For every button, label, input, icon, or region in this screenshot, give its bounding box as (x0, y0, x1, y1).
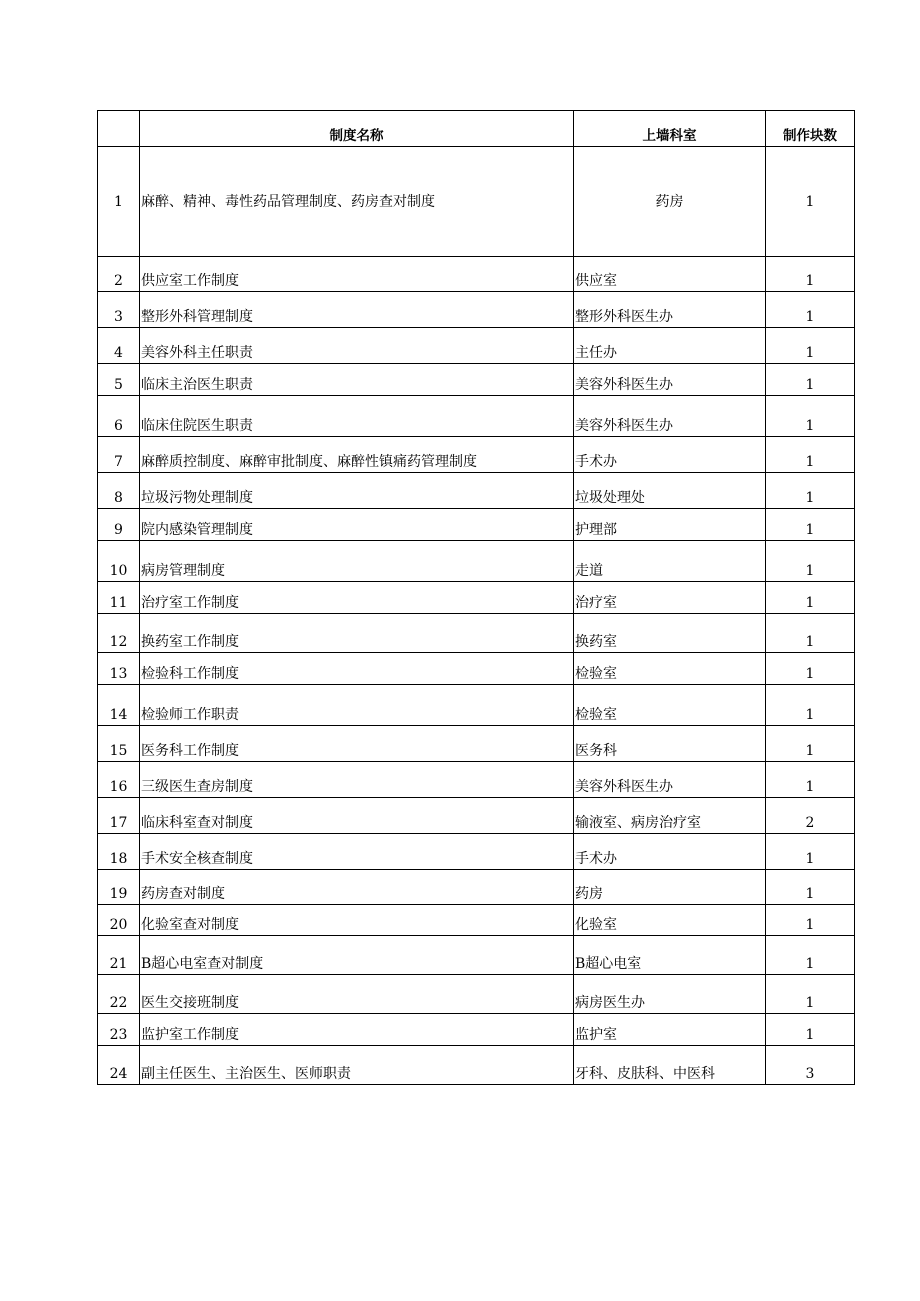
board-count: 1 (766, 292, 855, 328)
board-count: 1 (766, 905, 855, 936)
board-count: 1 (766, 726, 855, 762)
row-number: 8 (98, 473, 140, 509)
board-count: 2 (766, 798, 855, 834)
department-name: 换药室 (574, 614, 766, 653)
regulation-name: 副主任医生、主治医生、医师职责 (140, 1046, 574, 1085)
regulation-name: 医生交接班制度 (140, 975, 574, 1014)
regulation-name: 手术安全核查制度 (140, 834, 574, 870)
department-name: 化验室 (574, 905, 766, 936)
row-number: 1 (98, 147, 140, 257)
regulation-name: 整形外科管理制度 (140, 292, 574, 328)
board-count: 1 (766, 685, 855, 726)
table-row (98, 396, 855, 437)
row-number: 21 (98, 936, 140, 975)
department-name: 护理部 (574, 509, 766, 541)
regulations-table (97, 110, 855, 1085)
department-name: 走道 (574, 541, 766, 582)
board-count: 1 (766, 975, 855, 1014)
table-row (98, 582, 855, 614)
table-row (98, 1014, 855, 1046)
department-name: 整形外科医生办 (574, 292, 766, 328)
table-row (98, 509, 855, 541)
board-count: 1 (766, 257, 855, 292)
table-row (98, 653, 855, 685)
department-name: 手术办 (574, 834, 766, 870)
row-number: 22 (98, 975, 140, 1014)
regulation-name: 监护室工作制度 (140, 1014, 574, 1046)
table-row (98, 905, 855, 936)
row-number: 13 (98, 653, 140, 685)
board-count: 1 (766, 653, 855, 685)
table-row (98, 936, 855, 975)
header-number (98, 111, 140, 147)
regulation-name: 供应室工作制度 (140, 257, 574, 292)
table-row (98, 147, 855, 257)
row-number: 17 (98, 798, 140, 834)
department-name: 手术办 (574, 437, 766, 473)
header-count: 制作块数 (766, 111, 855, 147)
row-number: 7 (98, 437, 140, 473)
table-row (98, 364, 855, 396)
regulation-name: 临床主治医生职责 (140, 364, 574, 396)
row-number: 14 (98, 685, 140, 726)
department-name: 主任办 (574, 328, 766, 364)
department-name: 病房医生办 (574, 975, 766, 1014)
row-number: 18 (98, 834, 140, 870)
table-row (98, 473, 855, 509)
header-department: 上墙科室 (574, 111, 766, 147)
department-name: 美容外科医生办 (574, 396, 766, 437)
row-number: 15 (98, 726, 140, 762)
department-name: 检验室 (574, 685, 766, 726)
regulation-name: 检验科工作制度 (140, 653, 574, 685)
board-count: 1 (766, 834, 855, 870)
regulation-name: 麻醉、精神、毒性药品管理制度、药房查对制度 (140, 147, 574, 257)
department-name: 监护室 (574, 1014, 766, 1046)
department-name: 美容外科医生办 (574, 364, 766, 396)
row-number: 3 (98, 292, 140, 328)
department-name: 医务科 (574, 726, 766, 762)
regulation-name: 美容外科主任职责 (140, 328, 574, 364)
regulation-name: 临床住院医生职责 (140, 396, 574, 437)
regulation-name: 换药室工作制度 (140, 614, 574, 653)
board-count: 1 (766, 870, 855, 905)
regulation-name: 医务科工作制度 (140, 726, 574, 762)
table-row (98, 870, 855, 905)
board-count: 1 (766, 364, 855, 396)
table-row (98, 257, 855, 292)
regulation-name: 临床科室查对制度 (140, 798, 574, 834)
board-count: 1 (766, 437, 855, 473)
row-number: 2 (98, 257, 140, 292)
row-number: 6 (98, 396, 140, 437)
table-row (98, 975, 855, 1014)
table-row (98, 1046, 855, 1085)
board-count: 1 (766, 509, 855, 541)
department-name: 美容外科医生办 (574, 762, 766, 798)
regulation-name: B超心电室查对制度 (140, 936, 574, 975)
department-name: 检验室 (574, 653, 766, 685)
regulation-name: 化验室查对制度 (140, 905, 574, 936)
header-row (98, 111, 855, 147)
table-row (98, 685, 855, 726)
regulation-name: 垃圾污物处理制度 (140, 473, 574, 509)
board-count: 1 (766, 614, 855, 653)
table-row (98, 437, 855, 473)
board-count: 3 (766, 1046, 855, 1085)
board-count: 1 (766, 473, 855, 509)
table-row (98, 798, 855, 834)
row-number: 16 (98, 762, 140, 798)
row-number: 9 (98, 509, 140, 541)
table-row (98, 834, 855, 870)
header-name: 制度名称 (140, 111, 574, 147)
regulation-name: 三级医生查房制度 (140, 762, 574, 798)
board-count: 1 (766, 936, 855, 975)
table-body (98, 147, 855, 1085)
table-row (98, 328, 855, 364)
row-number: 10 (98, 541, 140, 582)
row-number: 23 (98, 1014, 140, 1046)
regulation-name: 病房管理制度 (140, 541, 574, 582)
table-row (98, 292, 855, 328)
table-row (98, 726, 855, 762)
department-name: 输液室、病房治疗室 (574, 798, 766, 834)
row-number: 24 (98, 1046, 140, 1085)
table-row (98, 614, 855, 653)
table-row (98, 762, 855, 798)
board-count: 1 (766, 147, 855, 257)
regulation-name: 治疗室工作制度 (140, 582, 574, 614)
department-name: 药房 (574, 870, 766, 905)
row-number: 5 (98, 364, 140, 396)
department-name: 供应室 (574, 257, 766, 292)
table-row (98, 541, 855, 582)
board-count: 1 (766, 1014, 855, 1046)
department-name: 牙科、皮肤科、中医科 (574, 1046, 766, 1085)
department-name: 治疗室 (574, 582, 766, 614)
department-name: B超心电室 (574, 936, 766, 975)
row-number: 19 (98, 870, 140, 905)
regulation-name: 麻醉质控制度、麻醉审批制度、麻醉性镇痛药管理制度 (140, 437, 574, 473)
regulation-name: 院内感染管理制度 (140, 509, 574, 541)
regulation-name: 药房查对制度 (140, 870, 574, 905)
department-name: 垃圾处理处 (574, 473, 766, 509)
board-count: 1 (766, 582, 855, 614)
row-number: 12 (98, 614, 140, 653)
board-count: 1 (766, 541, 855, 582)
row-number: 11 (98, 582, 140, 614)
department-name: 药房 (574, 147, 766, 257)
row-number: 4 (98, 328, 140, 364)
regulation-name: 检验师工作职责 (140, 685, 574, 726)
board-count: 1 (766, 396, 855, 437)
board-count: 1 (766, 328, 855, 364)
board-count: 1 (766, 762, 855, 798)
row-number: 20 (98, 905, 140, 936)
